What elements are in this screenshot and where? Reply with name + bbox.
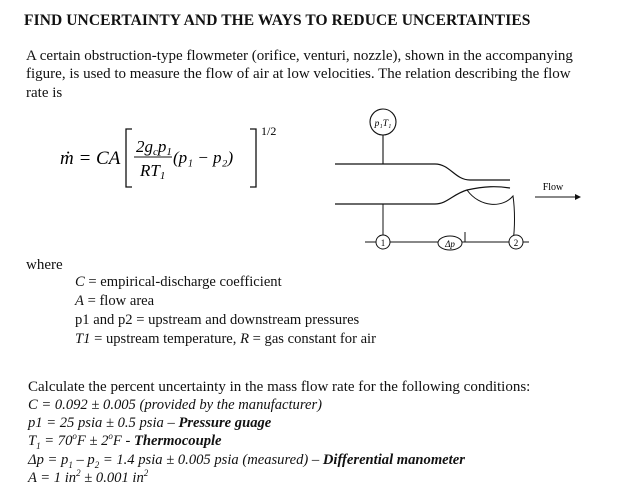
formula-right-bracket (250, 129, 256, 187)
formula-exponent: 1/2 (261, 124, 277, 138)
formula-lhs: ṁ = CA (60, 148, 121, 169)
condition-dp-value-b: – p (72, 452, 95, 468)
where-label: where (26, 257, 63, 273)
definition-c-symbol: C (75, 274, 85, 290)
formula-left-bracket (126, 129, 132, 187)
calc-prompt: Calculate the percent uncertainty in the mass flow rate for the following conditions: (28, 379, 531, 395)
condition-p1-value: p1 = 25 psia ± 0.5 psia – (28, 415, 179, 431)
condition-p1 (28, 414, 271, 432)
condition-dp-sub-2: 2 (94, 459, 100, 470)
intro-line-3: rate is (26, 85, 63, 101)
pipe-bottom-wall (335, 187, 510, 204)
formula-numerator-p: p (157, 137, 167, 156)
condition-t1-deg-2: o (108, 431, 113, 442)
condition-t1-deg-1: o (72, 431, 77, 442)
flowmeter-figure (335, 100, 625, 255)
formula-numerator: 2g (136, 137, 153, 156)
gauge-label: p₁T₁ (374, 119, 392, 129)
definition-r-symbol: R (240, 331, 249, 347)
dp-label: Δp (445, 239, 455, 249)
definition-t-text-1: = upstream temperature, (90, 331, 241, 347)
definition-t (75, 330, 376, 349)
svg-text:RT1 (139, 161, 165, 182)
formula-pressure-diff: (p₁ − p₂) (173, 148, 234, 167)
condition-t1-instrument: Thermocouple (133, 433, 222, 449)
condition-a-sup-1: 2 (76, 468, 81, 479)
definition-a (75, 292, 154, 311)
condition-dp-sub-1: 1 (68, 459, 73, 470)
formula-numerator-p-sub: 1 (166, 146, 172, 158)
mass-flow-formula (60, 117, 300, 197)
condition-a-value-a: A = 1 in (28, 470, 77, 486)
intro-line-1: A certain obstruction-type flowmeter (orifice, venturi, nozzle), shown in the accompanying (26, 48, 573, 64)
condition-a-sup-2: 2 (143, 468, 149, 479)
condition-a (28, 469, 148, 487)
definition-t-symbol: T1 (75, 331, 91, 347)
condition-dp-value-a: Δp = p (28, 452, 69, 468)
page-title: FIND UNCERTAINTY AND THE WAYS TO REDUCE UNCERTAINTIES (24, 12, 531, 29)
condition-t1-value-c: F - (112, 433, 134, 449)
condition-t1-sub: 1 (36, 440, 41, 451)
formula-denominator: RT (140, 161, 160, 180)
flow-label: Flow (542, 182, 564, 193)
condition-t1-value-b: F ± 2 (76, 433, 109, 449)
condition-t1-value-a: = 70 (40, 433, 73, 449)
condition-t1-symbol: T (28, 433, 37, 449)
definition-a-text: = flow area (83, 293, 155, 309)
pipe-top-wall (335, 164, 510, 180)
condition-dp (28, 451, 465, 469)
condition-t1 (28, 432, 222, 450)
intro-line-2: figure, is used to measure the flow of air at low velocities. The relation describing the flow (26, 66, 571, 82)
definition-p: p1 and p2 = upstream and downstream pressures (75, 312, 360, 328)
definition-t-text-2: = gas constant for air (249, 331, 376, 347)
definition-c-text: = empirical-discharge coefficient (84, 274, 282, 290)
point-1-label: 1 (380, 238, 386, 248)
condition-c: C = 0.092 ± 0.005 (provided by the manufacturer) (28, 397, 323, 413)
definition-a-symbol: A (75, 293, 84, 309)
condition-p1-instrument: Pressure guage (178, 415, 272, 431)
definition-c (75, 273, 282, 292)
formula-denominator-sub: 1 (159, 170, 166, 182)
condition-dp-value-c: = 1.4 psia ± 0.005 psia (measured) – (99, 452, 323, 468)
condition-a-value-b: ± 0.001 in (80, 470, 144, 486)
point-2-label: 2 (513, 238, 519, 248)
flow-arrow-icon (575, 194, 581, 200)
condition-dp-instrument: Differential manometer (322, 452, 465, 468)
formula-numerator-sub: c (153, 146, 158, 158)
svg-text:2gcp1 (136, 137, 172, 158)
